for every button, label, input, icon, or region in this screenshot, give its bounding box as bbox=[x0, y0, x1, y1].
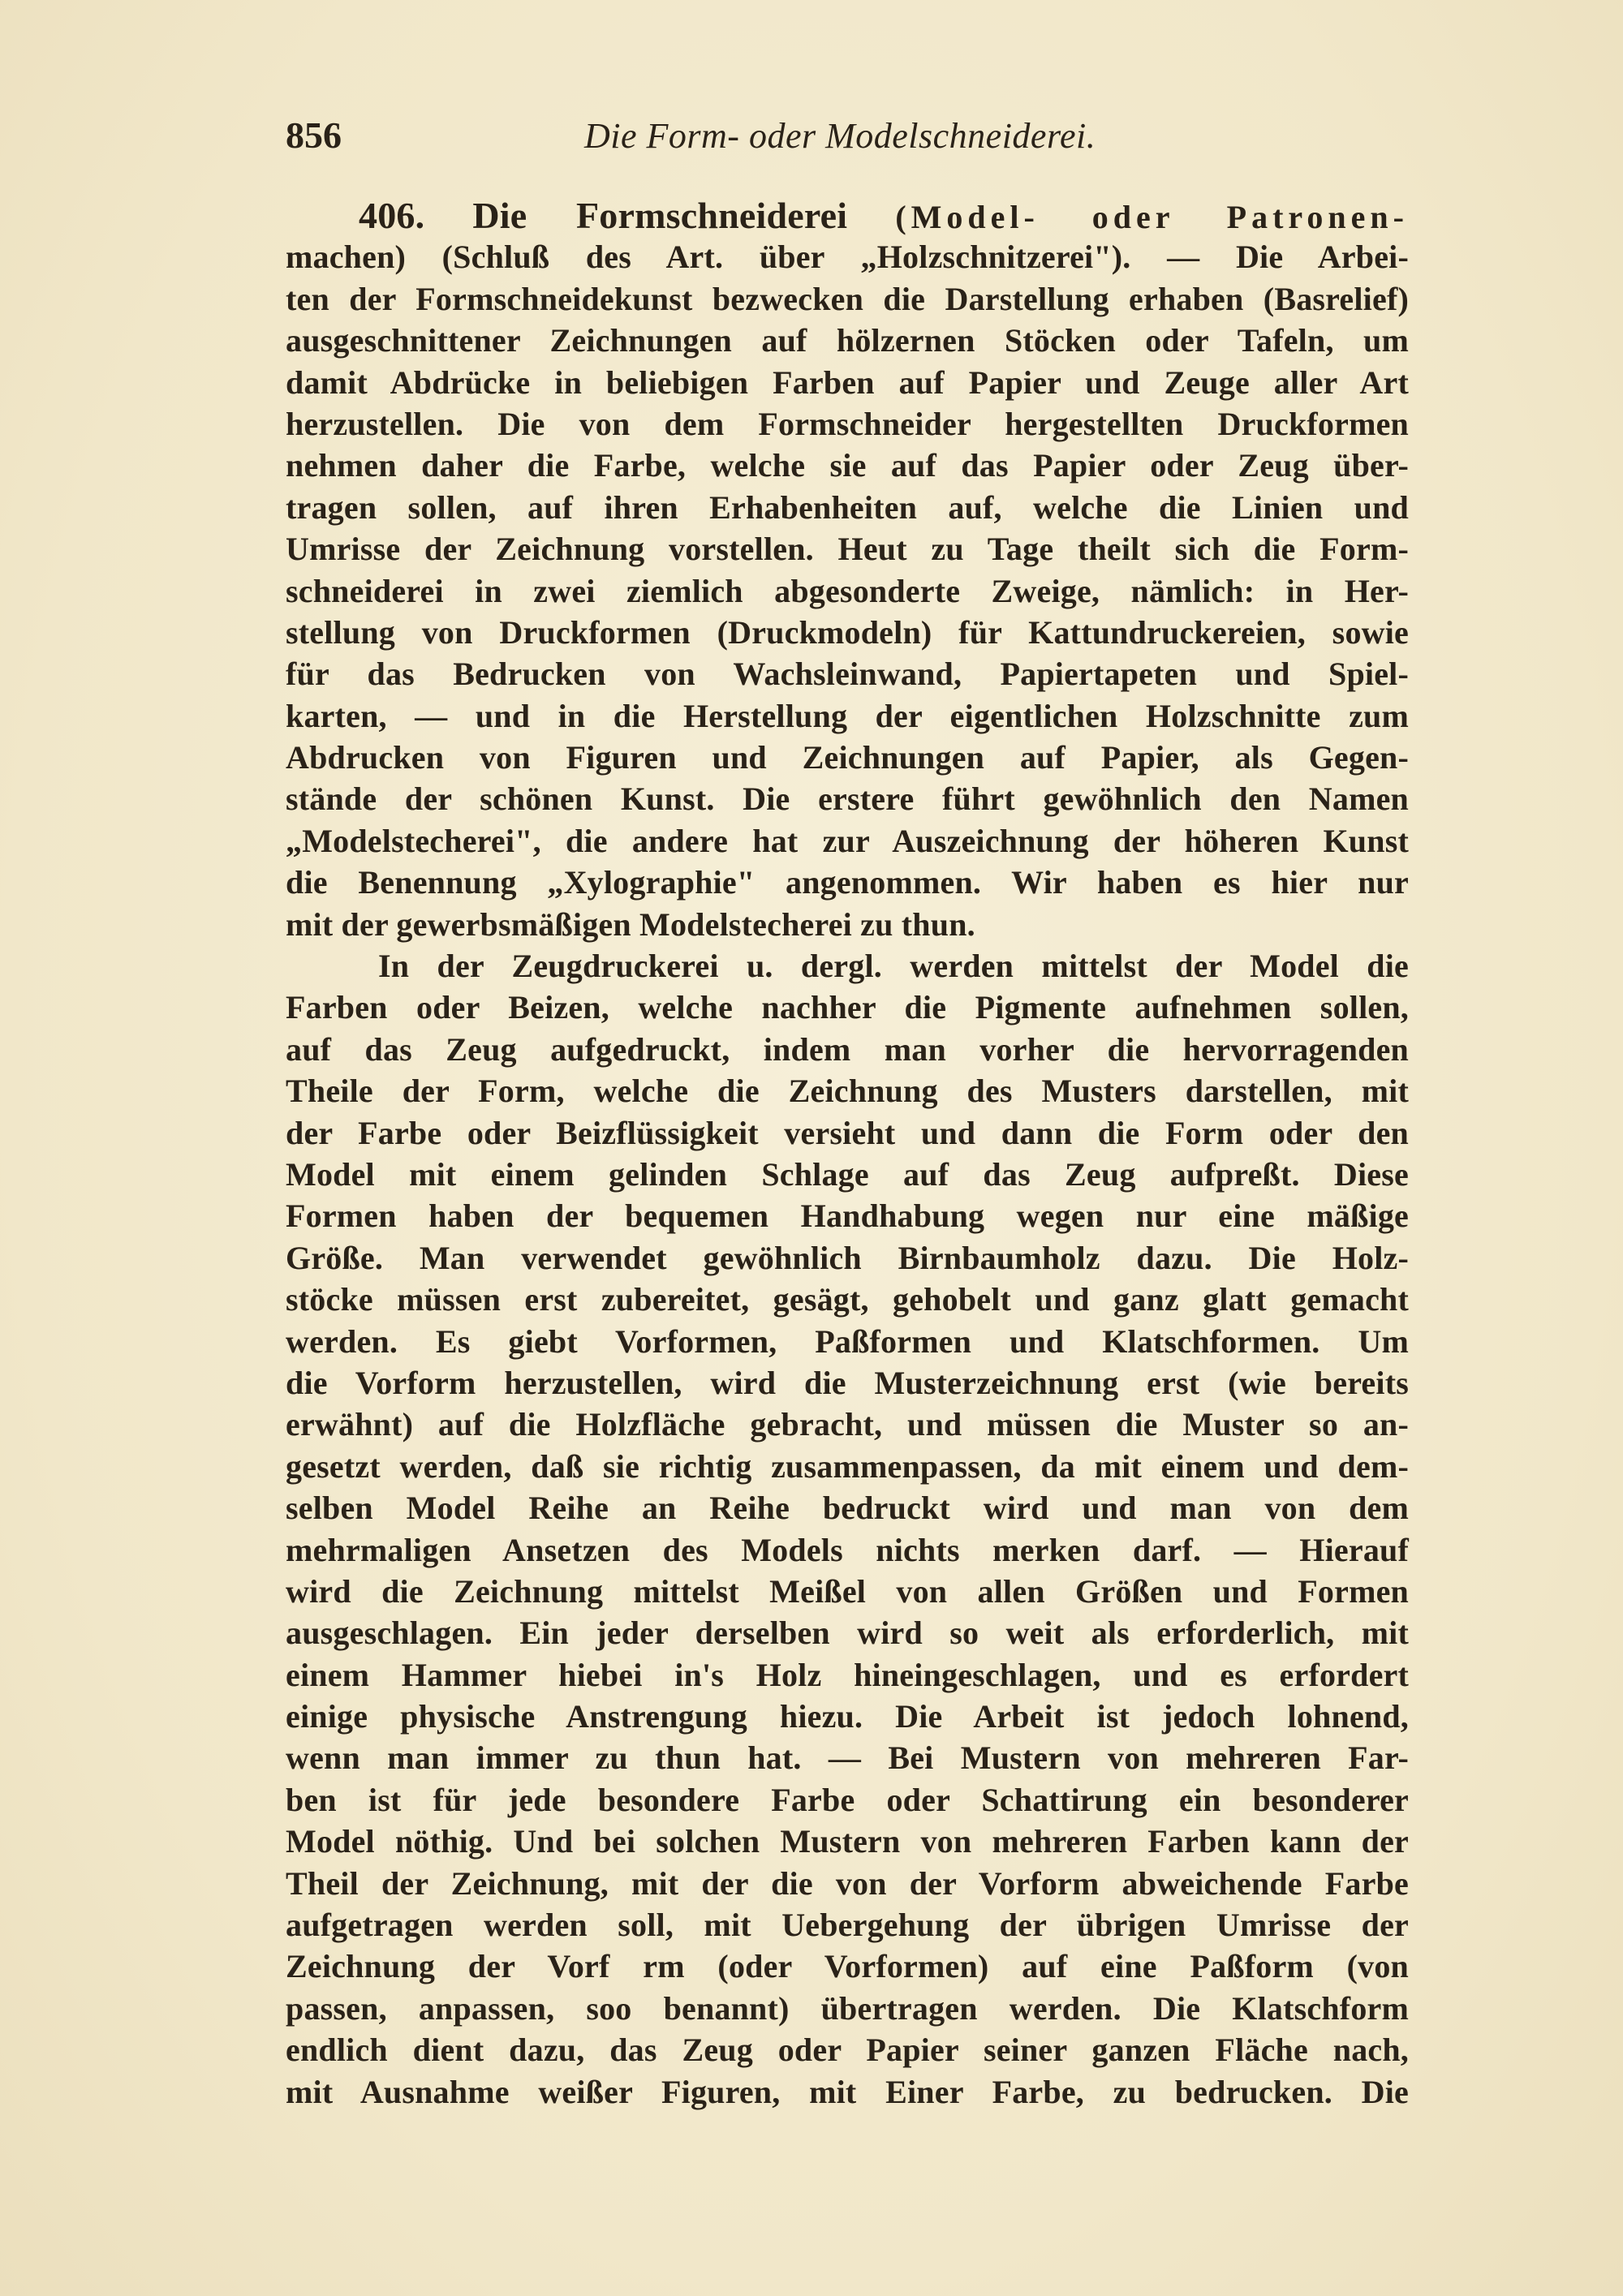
text-line: stöcke müssen erst zubereitet, gesägt, gehobelt und ganz glatt gemacht bbox=[286, 1281, 1409, 1318]
text-line: Theil der Zeichnung, mit der die von der Vorform abweichende Farbe bbox=[286, 1864, 1409, 1902]
text-line: die Benennung „Xylographie" angenommen. Wir haben es hier nur bbox=[286, 864, 1409, 901]
text-line: der Farbe oder Beizflüssigkeit versieht und dann die Form oder den bbox=[286, 1114, 1409, 1151]
text-line: wird die Zeichnung mittelst Meißel von allen Größen und Formen bbox=[286, 1572, 1409, 1610]
text-line: Größe. Man verwendet gewöhnlich Birnbaumholz dazu. Die Holz- bbox=[286, 1239, 1409, 1276]
text-line: gesetzt werden, daß sie richtig zusammenpassen, da mit einem und dem- bbox=[286, 1447, 1409, 1485]
text-line: Farben oder Beizen, welche nachher die Pigmente aufnehmen sollen, bbox=[286, 989, 1409, 1026]
section-title: Die Formschneiderei bbox=[472, 195, 848, 236]
body-text bbox=[286, 195, 1409, 2113]
text-line: karten, — und in die Herstellung der eigentlichen Holzschnitte zum bbox=[286, 697, 1409, 734]
text-line: ausgeschnittener Zeichnungen auf hölzernen Stöcken oder Tafeln, um bbox=[286, 322, 1409, 359]
text-line: ben ist für jede besondere Farbe oder Schattirung ein besonderer bbox=[286, 1781, 1409, 1818]
text-line: werden. Es giebt Vorformen, Paßformen und Klatschformen. Um bbox=[286, 1322, 1409, 1360]
text-line: nehmen daher die Farbe, welche sie auf das Papier oder Zeug über- bbox=[286, 447, 1409, 484]
text-line: tragen sollen, auf ihren Erhabenheiten auf, welche die Linien und bbox=[286, 488, 1409, 526]
text-line: Theile der Form, welche die Zeichnung des Musters darstellen, mit bbox=[286, 1073, 1409, 1110]
text-line: stände der schönen Kunst. Die erstere führt gewöhnlich den Namen bbox=[286, 780, 1409, 818]
text-line: wenn man immer zu thun hat. — Bei Mustern von mehreren Far- bbox=[286, 1739, 1409, 1777]
running-header-title: Die Form- oder Modelschneiderei. bbox=[584, 116, 1096, 156]
text-line: einige physische Anstrengung hiezu. Die Arbeit ist jedoch lohnend, bbox=[286, 1698, 1409, 1735]
text-line: auf das Zeug aufgedruckt, indem man vorher die hervorragenden bbox=[286, 1030, 1409, 1068]
text-line: mit Ausnahme weißer Figuren, mit Einer Farbe, zu bedrucken. Die bbox=[286, 2073, 1409, 2110]
text-line: passen, anpassen, soo benannt) übertragen werden. Die Klatschform bbox=[286, 1989, 1409, 2027]
page-number: 856 bbox=[286, 114, 342, 156]
text-line: endlich dient dazu, das Zeug oder Papier seiner ganzen Fläche nach, bbox=[286, 2032, 1409, 2069]
text-line: mit der gewerbsmäßigen Modelstecherei zu thun. bbox=[286, 905, 975, 943]
text-line: „Modelstecherei", die andere hat zur Auszeichnung der höheren Kunst bbox=[286, 822, 1409, 859]
text-line: ausgeschlagen. Ein jeder derselben wird so weit als erforderlich, mit bbox=[286, 1615, 1409, 1652]
text-line: selben Model Reihe an Reihe bedruckt wird und man von dem bbox=[286, 1490, 1409, 1527]
text-line: machen) (Schluß des Art. über „Holzschnitzerei"). — Die Arbei- bbox=[286, 239, 1409, 276]
text-line: ten der Formschneidekunst bezwecken die Darstellung erhaben (Basrelief) bbox=[286, 280, 1409, 317]
text-line: Formen haben der bequemen Handhabung wegen nur eine mäßige bbox=[286, 1197, 1409, 1235]
text-line: erwähnt) auf die Holzfläche gebracht, und müssen die Muster so an- bbox=[286, 1406, 1409, 1443]
text-line: damit Abdrücke in beliebigen Farben auf Papier und Zeuge aller Art bbox=[286, 363, 1409, 401]
section-number: 406. bbox=[359, 195, 425, 236]
text-line: die Vorform herzustellen, wird die Musterzeichnung erst (wie bereits bbox=[286, 1364, 1409, 1401]
text-line: Abdrucken von Figuren und Zeichnungen auf Papier, als Gegen- bbox=[286, 739, 1409, 776]
text-line: Umrisse der Zeichnung vorstellen. Heut zu Tage theilt sich die Form- bbox=[286, 531, 1409, 568]
text-line: In der Zeugdruckerei u. dergl. werden mittelst der Model die bbox=[378, 948, 1409, 985]
section-heading-line bbox=[286, 195, 1409, 236]
text-line: stellung von Druckformen (Druckmodeln) für Kattundruckereien, sowie bbox=[286, 613, 1409, 651]
text-line: herzustellen. Die von dem Formschneider hergestellten Druckformen bbox=[286, 405, 1409, 442]
text-line: mehrmaligen Ansetzen des Models nichts merken darf. — Hierauf bbox=[286, 1531, 1409, 1568]
text-line: Zeichnung der Vorf rm (oder Vorformen) auf eine Paßform (von bbox=[286, 1948, 1409, 1985]
text-line: für das Bedrucken von Wachsleinwand, Papiertapeten und Spiel- bbox=[286, 656, 1409, 693]
text-line: Model mit einem gelinden Schlage auf das Zeug aufpreßt. Diese bbox=[286, 1155, 1409, 1193]
text-line: Model nöthig. Und bei solchen Mustern von mehreren Farben kann der bbox=[286, 1823, 1409, 1860]
text-line: einem Hammer hiebei in's Holz hineingeschlagen, und es erfordert bbox=[286, 1656, 1409, 1693]
text-line: schneiderei in zwei ziemlich abgesonderte Zweige, nämlich: in Her- bbox=[286, 572, 1409, 609]
section-subtitle: (Model- oder Patronen- bbox=[895, 199, 1409, 235]
text-line: aufgetragen werden soll, mit Uebergehung der übrigen Umrisse der bbox=[286, 1907, 1409, 1944]
